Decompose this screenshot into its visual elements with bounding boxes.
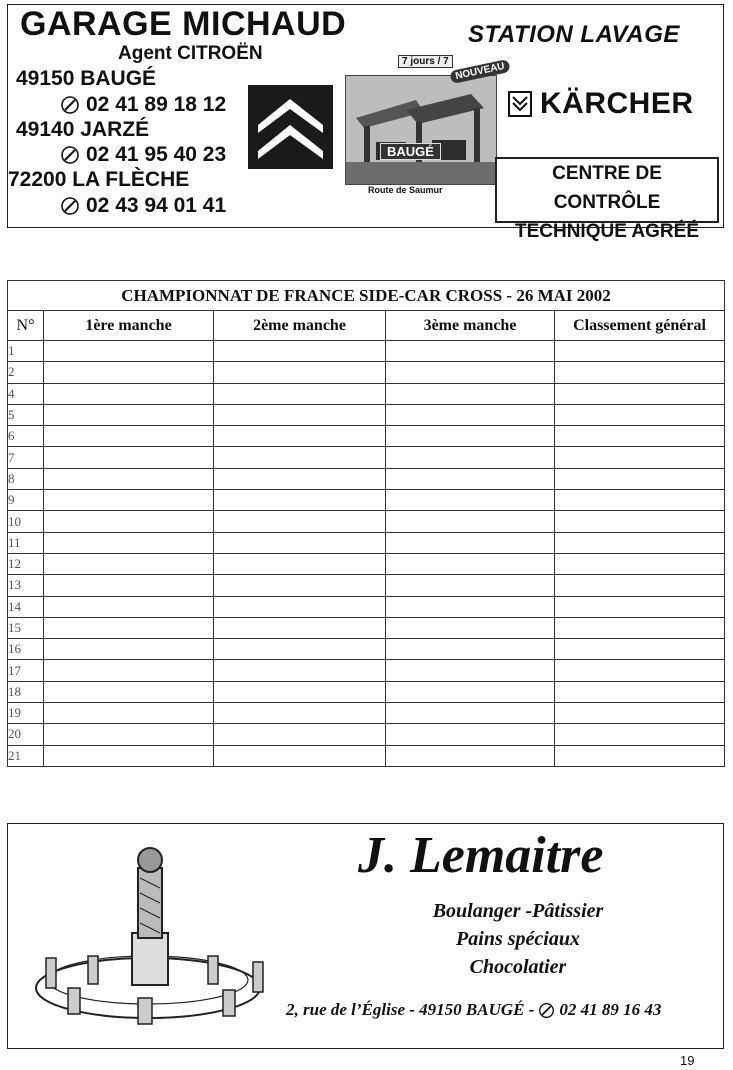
bakery-address: 2, rue de l’Église - 49150 BAUGÉ - bbox=[286, 1000, 535, 1019]
race-2-cell bbox=[214, 341, 386, 362]
race-3-cell bbox=[386, 426, 555, 447]
race-3-cell bbox=[386, 468, 555, 489]
race-3-cell bbox=[386, 660, 555, 681]
overall-cell bbox=[555, 575, 725, 596]
station-lavage-title: STATION LAVAGE bbox=[468, 21, 680, 48]
location-phone-3 bbox=[60, 194, 226, 218]
race-3-cell bbox=[386, 553, 555, 574]
karcher-logo-icon bbox=[508, 91, 532, 117]
race-1-cell bbox=[44, 724, 214, 745]
row-number: 5 bbox=[8, 404, 44, 425]
race-1-cell bbox=[44, 447, 214, 468]
race-1-cell bbox=[44, 490, 214, 511]
race-2-cell bbox=[214, 511, 386, 532]
race-1-cell bbox=[44, 341, 214, 362]
race-1-cell bbox=[44, 511, 214, 532]
karcher-brand bbox=[508, 87, 694, 121]
row-number: 21 bbox=[8, 745, 44, 766]
photo-road-label: Route de Saumur bbox=[368, 185, 443, 195]
location-city-1: 49150 BAUGÉ bbox=[16, 67, 157, 90]
phone-icon bbox=[60, 145, 80, 165]
table-row bbox=[8, 511, 725, 532]
row-number: 12 bbox=[8, 553, 44, 574]
row-number: 16 bbox=[8, 639, 44, 660]
phone-number: 02 43 94 01 41 bbox=[86, 194, 227, 217]
race-1-cell bbox=[44, 575, 214, 596]
race-3-cell bbox=[386, 575, 555, 596]
race-1-cell bbox=[44, 468, 214, 489]
race-3-cell bbox=[386, 745, 555, 766]
race-2-cell bbox=[214, 681, 386, 702]
table-row bbox=[8, 724, 725, 745]
race-2-cell bbox=[214, 745, 386, 766]
overall-cell bbox=[555, 532, 725, 553]
table-row bbox=[8, 468, 725, 489]
overall-cell bbox=[555, 490, 725, 511]
garage-ad bbox=[7, 4, 724, 242]
race-2-cell bbox=[214, 404, 386, 425]
race-2-cell bbox=[214, 660, 386, 681]
overall-cell bbox=[555, 447, 725, 468]
location-phone-2 bbox=[60, 143, 226, 167]
race-2-cell bbox=[214, 596, 386, 617]
table-row bbox=[8, 596, 725, 617]
column-header-race-1: 1ère manche bbox=[44, 311, 214, 341]
row-number: 2 bbox=[8, 362, 44, 383]
overall-cell bbox=[555, 341, 725, 362]
table-row bbox=[8, 426, 725, 447]
row-number: 14 bbox=[8, 596, 44, 617]
row-number: 15 bbox=[8, 617, 44, 638]
race-3-cell bbox=[386, 617, 555, 638]
row-number: 18 bbox=[8, 681, 44, 702]
race-2-cell bbox=[214, 490, 386, 511]
row-number: 10 bbox=[8, 511, 44, 532]
table-row bbox=[8, 362, 725, 383]
race-3-cell bbox=[386, 383, 555, 404]
race-3-cell bbox=[386, 681, 555, 702]
row-number: 17 bbox=[8, 660, 44, 681]
race-2-cell bbox=[214, 575, 386, 596]
table-row bbox=[8, 532, 725, 553]
table-row bbox=[8, 639, 725, 660]
page-number: 19 bbox=[680, 1053, 695, 1068]
race-3-cell bbox=[386, 404, 555, 425]
agent-label: Agent CITROËN bbox=[118, 43, 263, 64]
control-line-2: TECHNIQUE AGRÉÉ bbox=[514, 221, 700, 242]
overall-cell bbox=[555, 553, 725, 574]
overall-cell bbox=[555, 703, 725, 724]
phone-icon bbox=[60, 196, 80, 216]
control-line-1: CENTRE DE CONTRÔLE bbox=[552, 163, 662, 213]
race-2-cell bbox=[214, 553, 386, 574]
race-2-cell bbox=[214, 383, 386, 404]
overall-cell bbox=[555, 383, 725, 404]
race-1-cell bbox=[44, 703, 214, 724]
overall-cell bbox=[555, 639, 725, 660]
race-1-cell bbox=[44, 639, 214, 660]
bakery-line-3: Chocolatier bbox=[469, 956, 567, 978]
championship-results-table bbox=[7, 280, 725, 767]
citroen-chevrons-icon bbox=[248, 85, 333, 169]
table-row bbox=[8, 703, 725, 724]
bakery-ad bbox=[7, 823, 724, 1049]
race-1-cell bbox=[44, 426, 214, 447]
overall-cell bbox=[555, 596, 725, 617]
garage-name: GARAGE MICHAUD bbox=[20, 5, 347, 43]
photo-city-label: BAUGÉ bbox=[380, 143, 441, 160]
row-number: 11 bbox=[8, 532, 44, 553]
race-2-cell bbox=[214, 447, 386, 468]
overall-cell bbox=[555, 511, 725, 532]
overall-cell bbox=[555, 404, 725, 425]
column-header-overall: Classement général bbox=[555, 311, 725, 341]
table-row bbox=[8, 404, 725, 425]
table-row bbox=[8, 681, 725, 702]
control-center-box bbox=[495, 157, 719, 242]
row-number: 6 bbox=[8, 426, 44, 447]
row-number: 8 bbox=[8, 468, 44, 489]
bakery-address-line bbox=[286, 1000, 661, 1020]
race-3-cell bbox=[386, 447, 555, 468]
wash-station-photo bbox=[345, 75, 497, 185]
overall-cell bbox=[555, 681, 725, 702]
column-header-race-2: 2ème manche bbox=[214, 311, 386, 341]
table-title: CHAMPIONNAT DE FRANCE SIDE-CAR CROSS - 26 MAI 2002 bbox=[8, 281, 725, 311]
phone-number: 02 41 95 40 23 bbox=[86, 143, 227, 166]
phone-number: 02 41 89 18 12 bbox=[86, 93, 227, 116]
table-row bbox=[8, 745, 725, 766]
bakery-line-1: Boulanger -Pâtissier bbox=[432, 900, 604, 922]
column-header-race-3: 3ème manche bbox=[386, 311, 555, 341]
table-row bbox=[8, 490, 725, 511]
race-2-cell bbox=[214, 617, 386, 638]
race-2-cell bbox=[214, 362, 386, 383]
row-number: 19 bbox=[8, 703, 44, 724]
race-3-cell bbox=[386, 532, 555, 553]
race-2-cell bbox=[214, 724, 386, 745]
location-city-2: 49140 JARZÉ bbox=[16, 118, 150, 141]
race-3-cell bbox=[386, 511, 555, 532]
race-1-cell bbox=[44, 745, 214, 766]
overall-cell bbox=[555, 724, 725, 745]
overall-cell bbox=[555, 660, 725, 681]
table-row bbox=[8, 553, 725, 574]
table-body bbox=[8, 341, 725, 767]
overall-cell bbox=[555, 745, 725, 766]
race-3-cell bbox=[386, 596, 555, 617]
race-1-cell bbox=[44, 362, 214, 383]
table-row bbox=[8, 447, 725, 468]
race-2-cell bbox=[214, 703, 386, 724]
race-3-cell bbox=[386, 703, 555, 724]
race-2-cell bbox=[214, 426, 386, 447]
row-number: 1 bbox=[8, 341, 44, 362]
bakery-line-2: Pains spéciaux bbox=[456, 928, 580, 950]
race-2-cell bbox=[214, 639, 386, 660]
table-row bbox=[8, 660, 725, 681]
table-row bbox=[8, 617, 725, 638]
bakery-name: J. Lemaitre bbox=[358, 827, 604, 884]
table-row bbox=[8, 341, 725, 362]
race-1-cell bbox=[44, 681, 214, 702]
race-1-cell bbox=[44, 404, 214, 425]
race-1-cell bbox=[44, 596, 214, 617]
row-number: 13 bbox=[8, 575, 44, 596]
new-badge: NOUVEAU bbox=[449, 59, 510, 84]
row-number: 7 bbox=[8, 447, 44, 468]
overall-cell bbox=[555, 617, 725, 638]
table-row bbox=[8, 575, 725, 596]
table-row bbox=[8, 383, 725, 404]
race-2-cell bbox=[214, 468, 386, 489]
race-1-cell bbox=[44, 383, 214, 404]
bakery-phone: 02 41 89 16 43 bbox=[559, 1000, 662, 1019]
race-1-cell bbox=[44, 660, 214, 681]
row-number: 20 bbox=[8, 724, 44, 745]
race-3-cell bbox=[386, 362, 555, 383]
race-1-cell bbox=[44, 553, 214, 574]
race-2-cell bbox=[214, 532, 386, 553]
race-1-cell bbox=[44, 532, 214, 553]
opening-days-badge: 7 jours / 7 bbox=[398, 55, 453, 68]
phone-icon bbox=[538, 1002, 555, 1019]
phone-icon bbox=[60, 95, 80, 115]
column-header-number: N° bbox=[8, 311, 44, 341]
fountain-monument-illustration bbox=[28, 838, 278, 1033]
overall-cell bbox=[555, 362, 725, 383]
location-city-3: 72200 LA FLÈCHE bbox=[8, 168, 190, 191]
table-header-row bbox=[8, 311, 725, 341]
race-1-cell bbox=[44, 617, 214, 638]
location-phone-1 bbox=[60, 93, 226, 117]
overall-cell bbox=[555, 468, 725, 489]
race-3-cell bbox=[386, 639, 555, 660]
race-3-cell bbox=[386, 341, 555, 362]
row-number: 4 bbox=[8, 383, 44, 404]
race-3-cell bbox=[386, 724, 555, 745]
row-number: 9 bbox=[8, 490, 44, 511]
karcher-wordmark: KÄRCHER bbox=[540, 87, 694, 120]
race-3-cell bbox=[386, 490, 555, 511]
overall-cell bbox=[555, 426, 725, 447]
